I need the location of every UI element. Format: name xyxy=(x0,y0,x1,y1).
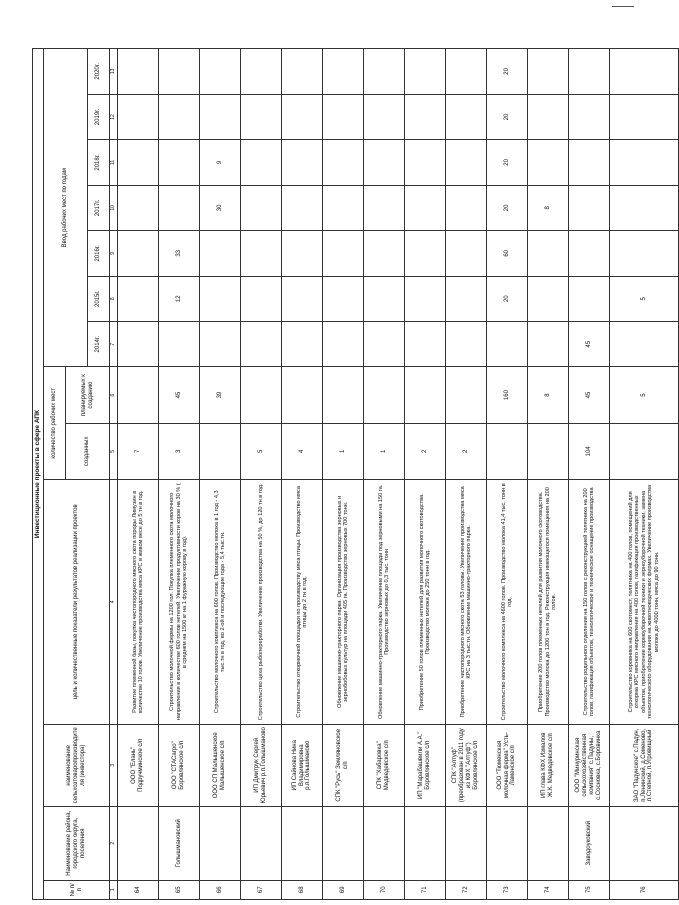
jobs-year-cell xyxy=(323,231,364,276)
jobs-year-cell xyxy=(446,321,487,366)
jobs-created-cell: 1 xyxy=(364,423,405,479)
row-number: 76 xyxy=(610,880,679,899)
table-row xyxy=(487,49,528,900)
jobs-planned-cell: 45 xyxy=(569,367,610,423)
jobs-year-cell xyxy=(282,185,323,230)
jobs-year-cell: 45 xyxy=(569,321,610,366)
jobs-year-cell xyxy=(528,276,569,321)
district-cell xyxy=(118,806,159,880)
jobs-planned-cell xyxy=(282,367,323,423)
table-row xyxy=(528,49,569,900)
row-number: 71 xyxy=(405,880,446,899)
jobs-planned-cell: 160 xyxy=(487,367,528,423)
jobs-year-cell xyxy=(405,231,446,276)
table-row xyxy=(405,49,446,900)
jobs-year-cell xyxy=(528,94,569,139)
jobs-year-cell xyxy=(446,185,487,230)
jobs-planned-cell xyxy=(241,367,282,423)
organization-cell: ИП "Марабашвили А.А." Боровлянское с/п xyxy=(405,724,446,806)
jobs-year-cell xyxy=(241,231,282,276)
jobs-year-cell xyxy=(610,94,679,139)
district-cell xyxy=(405,806,446,880)
jobs-year-cell: 20 xyxy=(487,276,528,321)
project-goal-cell: Строительство молочного комплекса на 4600 голов. Производство молока 41,4 тыс. тонн в год. xyxy=(487,480,528,725)
jobs-year-cell xyxy=(241,140,282,185)
jobs-created-cell: 2 xyxy=(405,423,446,479)
row-number: 68 xyxy=(282,880,323,899)
project-goal-cell: Строительство родильного отделения на 150 голов с реконструкцией телятника на 200 голов, газификация объектов, технологическое и техническое оснащение производства xyxy=(569,480,610,725)
jobs-year-cell xyxy=(200,49,241,95)
jobs-year-cell xyxy=(569,140,610,185)
row-number: 69 xyxy=(323,880,364,899)
jobs-year-cell xyxy=(118,94,159,139)
organization-cell: ООО "Минуринская сельскохозяйственная компания" с.Падуны, с.Сосновка, с.Боровинка xyxy=(569,724,610,806)
project-goal-cell: Приобретение чистопородного мясного скота 53 головы. Увеличение производства мяса КРС на 3 тыс.тн. Обновление машинно-тракторного парка. xyxy=(446,480,487,725)
jobs-year-cell: 12 xyxy=(159,276,200,321)
jobs-year-cell: 20 xyxy=(487,185,528,230)
organization-cell: ИП Сайнова Нина Владимировна р.п.Голышманово xyxy=(282,724,323,806)
col-header-year: 2015г. xyxy=(88,276,110,321)
jobs-created-cell: 2 xyxy=(446,423,487,479)
col-header-jobs: количество рабочих мест xyxy=(44,367,66,480)
jobs-created-cell: 3 xyxy=(159,423,200,479)
jobs-year-cell xyxy=(569,49,610,95)
column-number: 3 xyxy=(110,724,118,806)
jobs-year-cell xyxy=(118,49,159,95)
column-number: 7 xyxy=(110,321,118,366)
jobs-year-cell xyxy=(159,49,200,95)
jobs-year-cell xyxy=(569,231,610,276)
project-goal-cell: Обновление машинно-тракторного парка. Организация производства зерновых и зернобобовых культур на площади 405 га. Производство зерновых 700 тонн. xyxy=(323,480,364,725)
jobs-year-cell: 20 xyxy=(487,140,528,185)
col-header-year: 2016г. xyxy=(88,231,110,276)
project-goal-cell: Строительство коровника на 600 скотомест, телятника на 400 голов, помещений для откорма КРС мясного направления на 400 голов, газификация производственных объектов, приобретение кормоуборочной техники и зерноуборочной техники, замена технологического оборудования на животноводческих фермах. Увеличение производства молока до 4000 тонн, мяса до 90 тонн. xyxy=(610,480,679,725)
organization-cell: СПК "Хабаровка" Медведевское с/п xyxy=(364,724,405,806)
table-row xyxy=(323,49,364,900)
table-row xyxy=(446,49,487,900)
jobs-year-cell xyxy=(241,49,282,95)
jobs-year-cell xyxy=(405,276,446,321)
col-header-year: 2018г. xyxy=(88,140,110,185)
district-cell: Заводоуковский xyxy=(569,806,610,880)
table-row xyxy=(364,49,405,900)
jobs-year-cell xyxy=(610,185,679,230)
project-goal-cell: Приобретение 200 голов племенных нетелей для развития молочного скотоводства. Производство молока до 1200 тон в год. Реконструкция имеющегося помещения на 200 голов. xyxy=(528,480,569,725)
district-cell xyxy=(241,806,282,880)
jobs-created-cell: 1 xyxy=(323,423,364,479)
jobs-created-cell: 5 xyxy=(241,423,282,479)
column-number: 6 xyxy=(110,367,118,423)
jobs-year-cell xyxy=(323,49,364,95)
col-header-planned: планируемых к созданию xyxy=(66,367,110,423)
district-cell: Голышмановский xyxy=(159,806,200,880)
column-number: 13 xyxy=(110,49,118,95)
jobs-year-cell xyxy=(200,94,241,139)
jobs-planned-cell: 5 xyxy=(610,367,679,423)
jobs-year-cell xyxy=(405,185,446,230)
jobs-year-cell xyxy=(610,140,679,185)
district-cell xyxy=(364,806,405,880)
row-number: 75 xyxy=(569,880,610,899)
district-cell xyxy=(528,806,569,880)
jobs-year-cell xyxy=(241,94,282,139)
jobs-planned-cell xyxy=(364,367,405,423)
jobs-year-cell xyxy=(446,231,487,276)
row-number: 74 xyxy=(528,880,569,899)
jobs-year-cell xyxy=(364,231,405,276)
jobs-year-cell xyxy=(405,321,446,366)
organization-cell: ИП Дмитрук Сергей Юрьевич р.п.Голышманово xyxy=(241,724,282,806)
jobs-year-cell xyxy=(118,321,159,366)
jobs-year-cell xyxy=(364,94,405,139)
jobs-year-cell xyxy=(569,185,610,230)
organization-cell: ИП глава КФХ Измалов Ж.К. Медведевское с/п xyxy=(528,724,569,806)
jobs-year-cell xyxy=(610,49,679,95)
organization-cell: ЗАО "Падунское" с.Падун, п.Ленинский, д.Семеново, п.Степной, п.Угровищный xyxy=(610,724,679,806)
project-goal-cell: Обновление машинно-тракторного парка. Увеличение площади под зерновыми на 150 га. Производство зерновых до 0,3 тыс. тонн xyxy=(364,480,405,725)
jobs-year-cell xyxy=(282,49,323,95)
column-number: 9 xyxy=(110,231,118,276)
jobs-planned-cell xyxy=(323,367,364,423)
row-number: 70 xyxy=(364,880,405,899)
jobs-year-cell: 30 xyxy=(200,185,241,230)
row-number: 66 xyxy=(200,880,241,899)
jobs-year-cell xyxy=(118,276,159,321)
row-number: 65 xyxy=(159,880,200,899)
jobs-created-cell xyxy=(200,423,241,479)
jobs-year-cell xyxy=(159,185,200,230)
jobs-planned-cell: 45 xyxy=(159,367,200,423)
row-number: 67 xyxy=(241,880,282,899)
col-header-by-years: Ввод рабочих мест по годам xyxy=(44,49,88,367)
jobs-created-cell: 7 xyxy=(118,423,159,479)
jobs-year-cell xyxy=(323,321,364,366)
table-row xyxy=(610,49,679,900)
jobs-year-cell xyxy=(323,94,364,139)
project-goal-cell: Строительство молочной фермы на 1200 гол. Покупка племенного скота молочного направления в количестве 600 голов нетелей. Увеличение продуктивности коров на 30 % ( в среднем на 1500 кг на 1 фуражную корову в год). xyxy=(159,480,200,725)
table-row xyxy=(569,49,610,900)
jobs-year-cell xyxy=(405,94,446,139)
jobs-year-cell xyxy=(446,49,487,95)
jobs-created-cell: 104 xyxy=(569,423,610,479)
col-header-district: Наименование района, городского округа, поселения xyxy=(44,806,110,880)
col-header-goal: цель и количественные показатели результатов реализации проектов xyxy=(44,480,110,725)
jobs-year-cell xyxy=(446,94,487,139)
jobs-year-cell xyxy=(364,140,405,185)
jobs-year-cell xyxy=(282,140,323,185)
project-goal-cell: Строительство откормочной площадки по производству мяса птицы. Производство мяса птицы до 2 тн в год. xyxy=(282,480,323,725)
jobs-year-cell xyxy=(528,321,569,366)
investment-projects-table xyxy=(32,48,679,900)
jobs-year-cell xyxy=(241,276,282,321)
jobs-year-cell xyxy=(159,94,200,139)
jobs-created-cell: 4 xyxy=(282,423,323,479)
jobs-year-cell xyxy=(200,276,241,321)
jobs-created-cell xyxy=(610,423,679,479)
jobs-year-cell xyxy=(200,321,241,366)
table-row xyxy=(241,49,282,900)
jobs-year-cell xyxy=(282,231,323,276)
rotated-table-wrapper xyxy=(32,48,660,900)
jobs-year-cell xyxy=(241,321,282,366)
jobs-year-cell xyxy=(610,231,679,276)
jobs-created-cell xyxy=(528,423,569,479)
col-header-created: созданных xyxy=(66,423,110,479)
jobs-year-cell xyxy=(487,321,528,366)
col-header-org: наименование сельхозтоваропроизводителя (инвестора) xyxy=(44,724,110,806)
jobs-planned-cell: 39 xyxy=(200,367,241,423)
project-goal-cell: Строительство молочного комплекса на 600 голов. Производство молока в 1 год - 4,3 тыс.тн в год, во 2-ой и последующие года - 5,4 тыс.тн. xyxy=(200,480,241,725)
row-number: 64 xyxy=(118,880,159,899)
jobs-planned-cell xyxy=(446,367,487,423)
jobs-planned-cell xyxy=(118,367,159,423)
jobs-year-cell xyxy=(323,185,364,230)
column-number: 2 xyxy=(110,806,118,880)
table-row xyxy=(118,49,159,900)
jobs-planned-cell: 8 xyxy=(528,367,569,423)
jobs-year-cell xyxy=(569,276,610,321)
jobs-year-cell: 20 xyxy=(487,49,528,95)
jobs-year-cell xyxy=(364,321,405,366)
district-cell xyxy=(200,806,241,880)
jobs-year-cell xyxy=(446,276,487,321)
col-header-num: № п/п xyxy=(44,880,110,899)
row-number: 72 xyxy=(446,880,487,899)
jobs-year-cell xyxy=(323,276,364,321)
district-cell xyxy=(323,806,364,880)
jobs-year-cell: 20 xyxy=(487,94,528,139)
jobs-year-cell: 33 xyxy=(159,231,200,276)
jobs-year-cell xyxy=(282,94,323,139)
jobs-year-cell xyxy=(200,231,241,276)
jobs-year-cell xyxy=(118,140,159,185)
column-number: 4 xyxy=(110,480,118,725)
district-cell xyxy=(610,806,679,880)
jobs-year-cell: 5 xyxy=(610,276,679,321)
jobs-year-cell xyxy=(569,94,610,139)
district-cell xyxy=(446,806,487,880)
jobs-year-cell xyxy=(405,140,446,185)
organization-cell: ООО "СТАСагро" Боровлянское с/п xyxy=(159,724,200,806)
row-number: 73 xyxy=(487,880,528,899)
project-goal-cell: Развитие племенной базы, покупка чистопородного мясного скота породы Лимузин в количестве 10 голов. Увеличение производства мяса КРС в живом весе до 5 тн в год. xyxy=(118,480,159,725)
document-page xyxy=(32,48,660,900)
district-cell xyxy=(282,806,323,880)
jobs-year-cell xyxy=(610,321,679,366)
project-goal-cell: Строительство цеха рыбопереработки. Увеличение производства на 50 %, до 120 тн в год. xyxy=(241,480,282,725)
jobs-year-cell: 8 xyxy=(528,185,569,230)
col-header-year: 2019г. xyxy=(88,94,110,139)
jobs-year-cell xyxy=(446,140,487,185)
col-header-year: 2020г. xyxy=(88,49,110,95)
column-number: 1 xyxy=(110,880,118,899)
jobs-year-cell: 60 xyxy=(487,231,528,276)
jobs-year-cell xyxy=(241,185,282,230)
organization-cell: ООО "Елань" Подручминское с/п xyxy=(118,724,159,806)
project-goal-cell: Приобретение 50 голов племенных нетелей для развития молочного скотоводства. Производство молока до 250 тонн в год. xyxy=(405,480,446,725)
jobs-year-cell xyxy=(528,49,569,95)
jobs-year-cell xyxy=(118,231,159,276)
jobs-year-cell xyxy=(528,140,569,185)
jobs-year-cell xyxy=(159,140,200,185)
jobs-created-cell xyxy=(487,423,528,479)
jobs-year-cell xyxy=(364,276,405,321)
table-title: Инвестиционные проекты в сфере АПК xyxy=(33,49,44,900)
jobs-year-cell xyxy=(528,231,569,276)
page-edge-line xyxy=(612,6,634,7)
table-row xyxy=(282,49,323,900)
jobs-year-cell xyxy=(323,140,364,185)
jobs-year-cell: 9 xyxy=(200,140,241,185)
col-header-year: 2014г. xyxy=(88,321,110,366)
table-row xyxy=(200,49,241,900)
table-row xyxy=(159,49,200,900)
organization-cell: ООО "Тюменская молочная ферма" Усть-Ламенское с/п xyxy=(487,724,528,806)
organization-cell: ООО СП Малышенское Малышенское с/п xyxy=(200,724,241,806)
column-number: 10 xyxy=(110,185,118,230)
jobs-year-cell xyxy=(282,321,323,366)
organization-cell: СПК "Русь" Земляновское с/п xyxy=(323,724,364,806)
jobs-planned-cell xyxy=(405,367,446,423)
col-header-year: 2017г. xyxy=(88,185,110,230)
jobs-year-cell xyxy=(364,185,405,230)
column-number: 11 xyxy=(110,140,118,185)
column-number: 5 xyxy=(110,423,118,479)
organization-cell: СПК "Алтуф" (преобразован в 2011 году из КФХ "Алтуф") Боровлянское с/п xyxy=(446,724,487,806)
district-cell xyxy=(487,806,528,880)
column-number: 8 xyxy=(110,276,118,321)
jobs-year-cell xyxy=(282,276,323,321)
jobs-year-cell xyxy=(118,185,159,230)
jobs-year-cell xyxy=(405,49,446,95)
jobs-year-cell xyxy=(364,49,405,95)
column-number: 12 xyxy=(110,94,118,139)
jobs-year-cell xyxy=(159,321,200,366)
